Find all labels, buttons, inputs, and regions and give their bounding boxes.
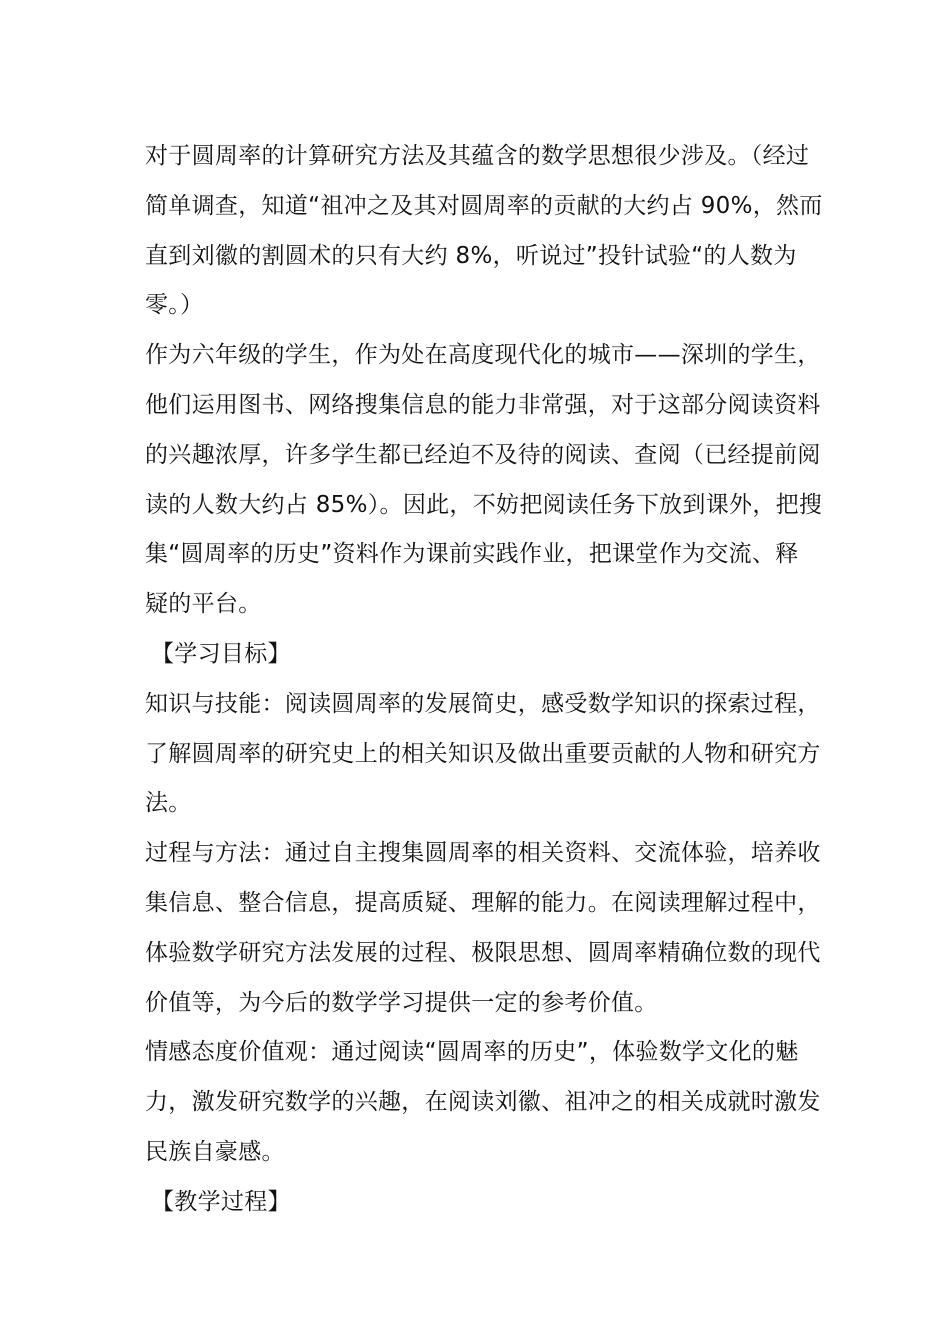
text-line: 直到刘徽的割圆术的只有大约 8%，听说过”投针试验“的人数为 [145, 242, 797, 269]
text-line: 体验数学研究方法发展的过程、极限思想、圆周率精确位数的现代 [145, 939, 821, 966]
text-line: 力，激发研究数学的兴趣，在阅读刘徽、祖冲之的相关成就时激发 [145, 1089, 821, 1116]
text-line: 民族自豪感。 [145, 1138, 285, 1165]
text-line: 的兴趣浓厚，许多学生都已经迫不及待的阅读、查阅（已经提前阅 [145, 441, 821, 468]
text-line: 零。） [145, 292, 204, 319]
text-line: 简单调查，知道“祖冲之及其对圆周率的贡献的大约占 90%，然而 [145, 192, 823, 219]
section-heading-teaching-process: 【教学过程】 [151, 1188, 291, 1215]
text-line: 了解圆周率的研究史上的相关知识及做出重要贡献的人物和研究方 [145, 740, 821, 767]
text-line: 法。 [145, 790, 192, 817]
section-heading-learning-goals: 【学习目标】 [151, 640, 291, 667]
text-line: 情感态度价值观：通过阅读“圆周率的历史”，体验数学文化的魅 [145, 1039, 799, 1066]
text-line: 过程与方法：通过自主搜集圆周率的相关资料、交流体验，培养收 [145, 840, 821, 867]
text-line: 知识与技能：阅读圆周率的发展简史，感受数学知识的探索过程， [145, 690, 821, 717]
document-body [145, 132, 823, 1228]
text-line: 对于圆周率的计算研究方法及其蕴含的数学思想很少涉及。（经过 [145, 143, 810, 169]
text-line: 价值等，为今后的数学学习提供一定的参考价值。 [145, 989, 658, 1016]
text-line: 作为六年级的学生，作为处在高度现代化的城市——深圳的学生， [145, 342, 821, 369]
text-line: 集信息、整合信息，提高质疑、理解的能力。在阅读理解过程中， [145, 889, 821, 916]
text-line: 读的人数大约占 85%）。因此，不妨把阅读任务下放到课外，把搜 [145, 491, 823, 518]
text-line: 他们运用图书、网络搜集信息的能力非常强，对于这部分阅读资料 [145, 391, 821, 418]
text-line: 集“圆周率的历史”资料作为课前实践作业，把课堂作为交流、释 [145, 541, 799, 568]
text-line: 疑的平台。 [145, 591, 262, 618]
